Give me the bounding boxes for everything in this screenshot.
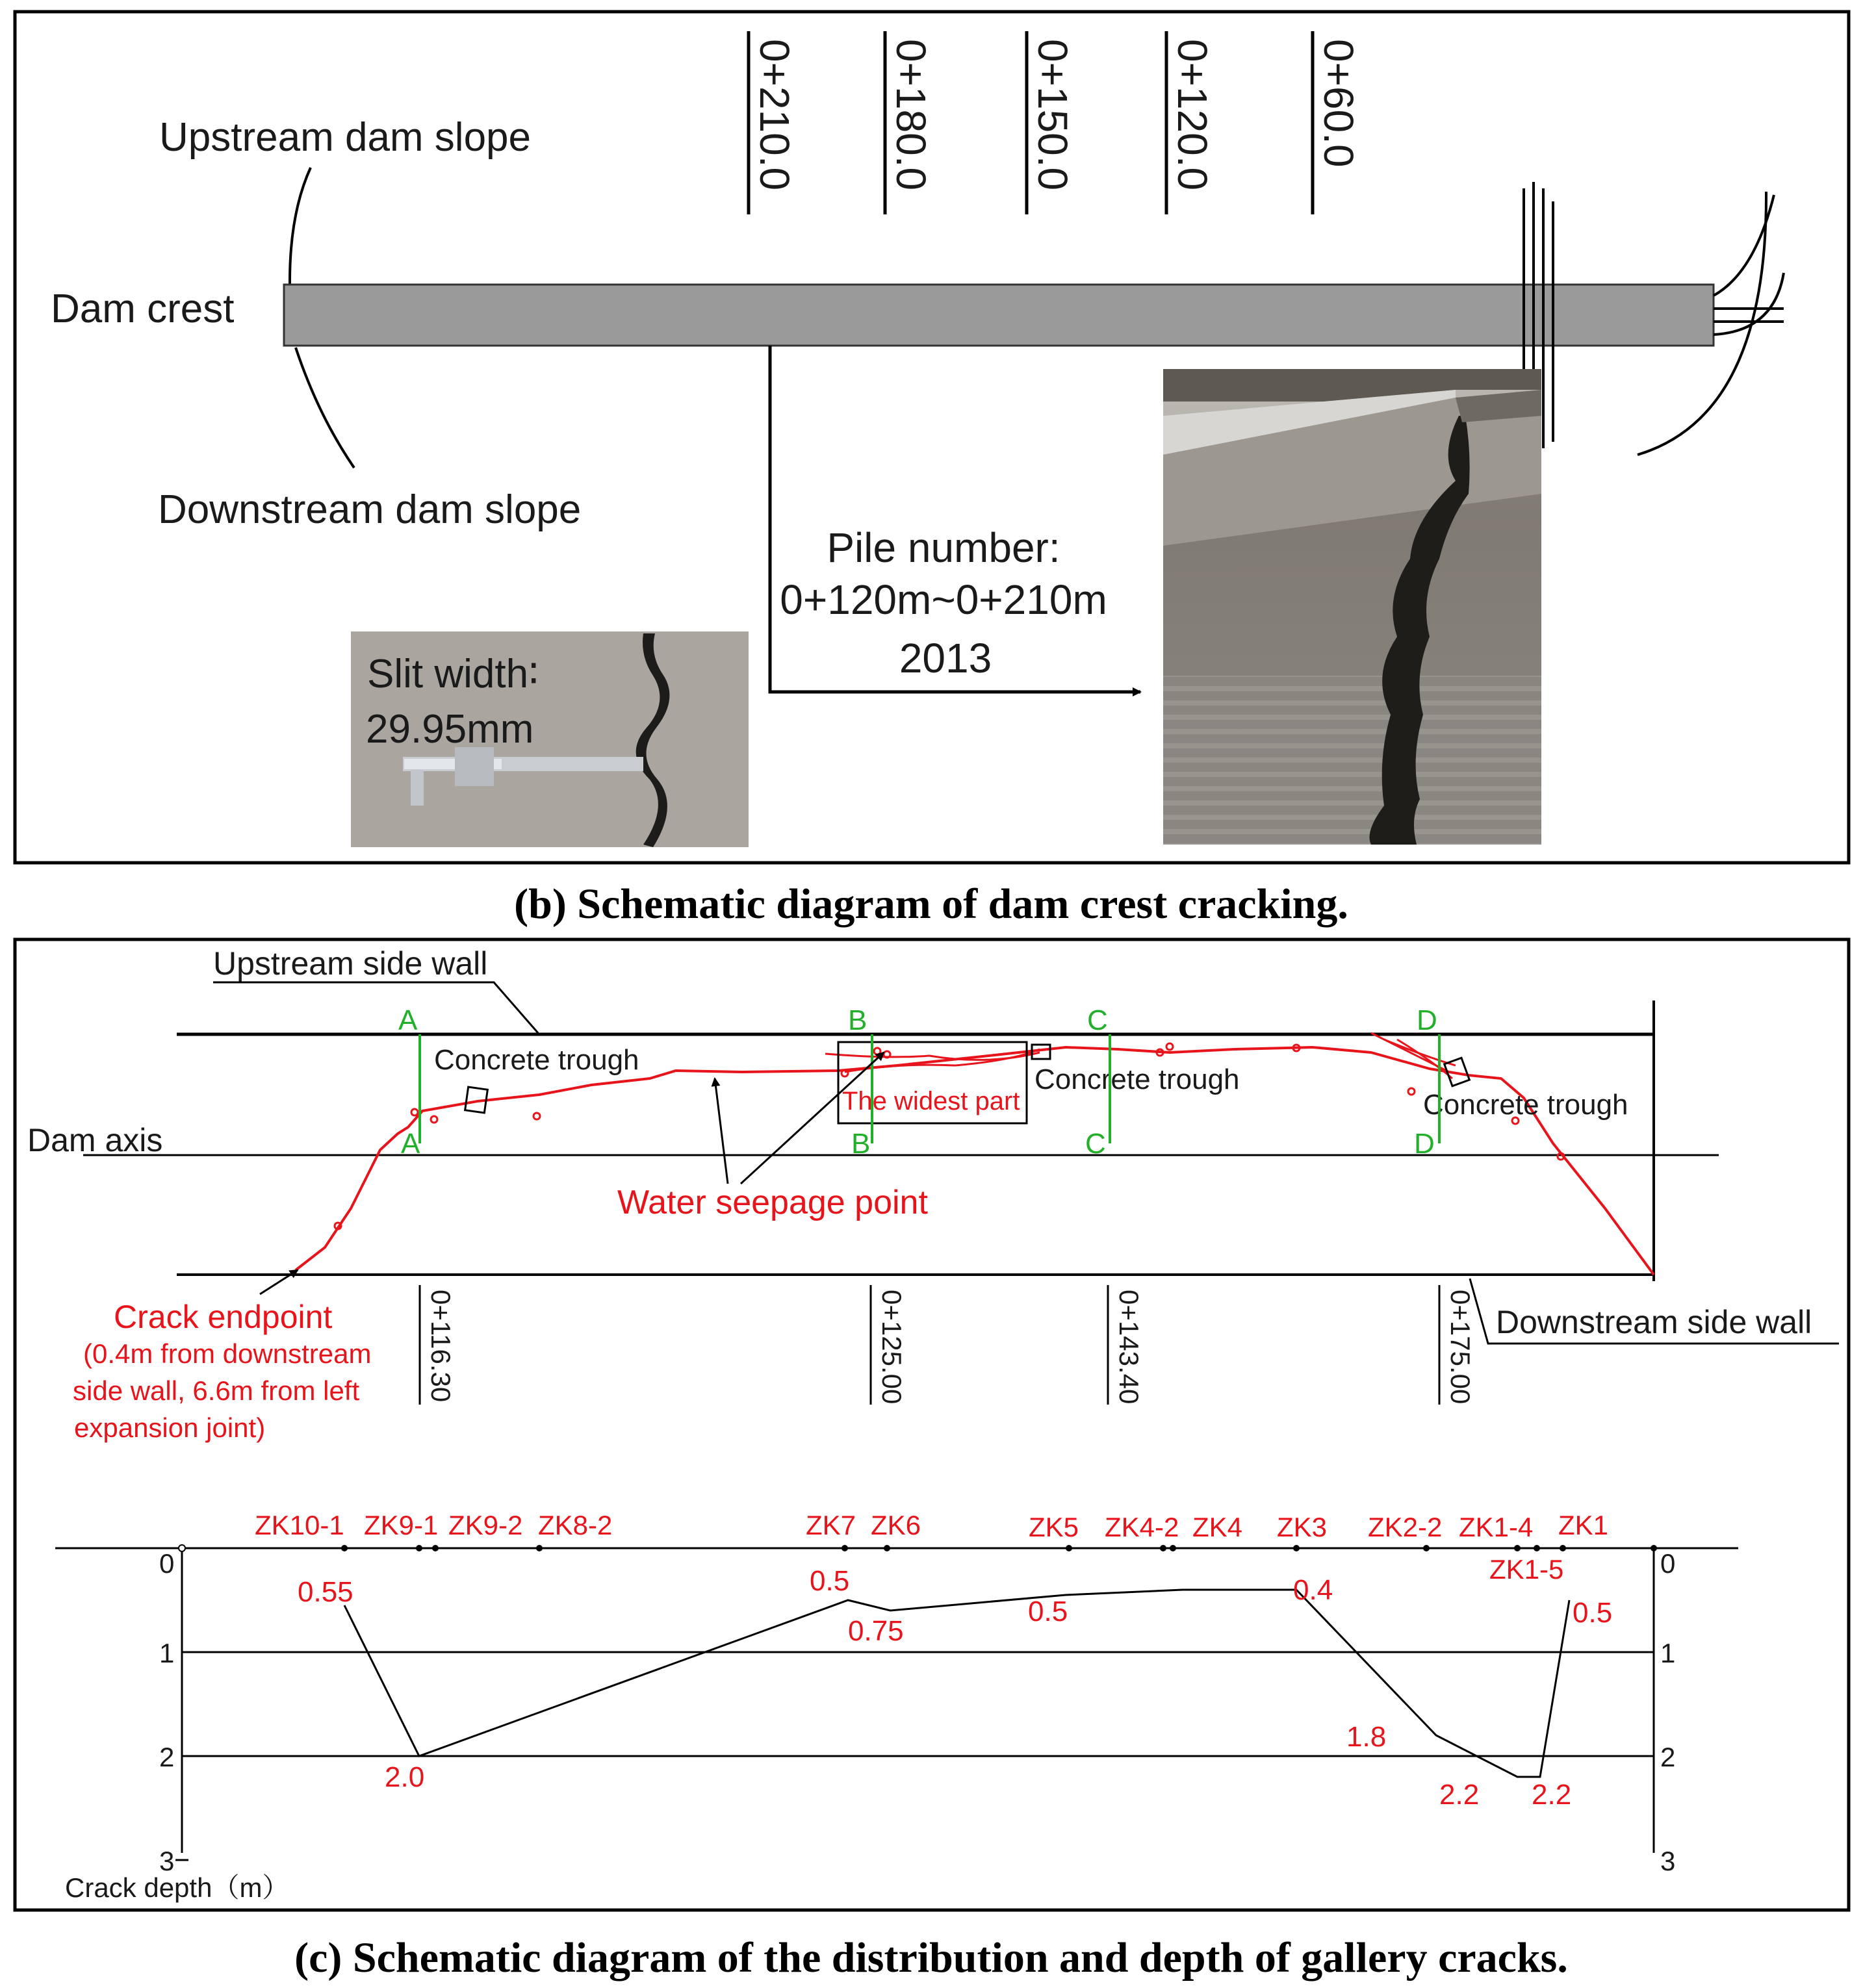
borehole-marker (1170, 1545, 1176, 1551)
depth-value-label: 2.0 (385, 1761, 425, 1793)
borehole-marker (1293, 1545, 1300, 1551)
crack-photo (1163, 369, 1541, 845)
borehole-marker (179, 1545, 185, 1551)
concrete-trough-label: Concrete trough (1423, 1089, 1628, 1121)
borehole-marker (1514, 1545, 1521, 1551)
borehole-label: ZK9-1 (364, 1510, 439, 1540)
crack-endpoint-note: side wall, 6.6m from left (73, 1375, 360, 1406)
depth-tick-label: 2 (159, 1742, 175, 1772)
borehole-label: ZK2-2 (1368, 1512, 1443, 1542)
seepage-arrow (715, 1078, 728, 1184)
station-label: 0+116.30 (426, 1290, 456, 1403)
station-label: 0+143.40 (1114, 1290, 1144, 1405)
borehole-marker (842, 1545, 848, 1551)
depth-value-label: 0.4 (1293, 1574, 1333, 1606)
section-label: D (1414, 1128, 1435, 1160)
borehole-label: ZK5 (1029, 1512, 1079, 1542)
borehole-marker (1534, 1545, 1540, 1551)
dam-axis-label: Dam axis (27, 1122, 163, 1158)
depth-value-label: 0.75 (848, 1615, 904, 1647)
section-label: A (401, 1128, 420, 1160)
borehole-label: ZK7 (806, 1510, 856, 1540)
panel-c-frame (15, 939, 1849, 1910)
upstream-wall-label: Upstream side wall (213, 945, 488, 982)
pile-label: 0+180.0 (888, 39, 934, 191)
depth-value-label: 2.2 (1439, 1779, 1480, 1811)
station-label: 0+175.00 (1445, 1290, 1476, 1405)
section-label: B (848, 1004, 867, 1036)
widest-part-label: The widest part (842, 1087, 1020, 1115)
borehole-label: ZK9-2 (448, 1510, 523, 1540)
depth-value-label: 1.8 (1346, 1721, 1387, 1753)
downstream-slope-curve (296, 348, 354, 468)
borehole-marker (1423, 1545, 1430, 1551)
upstream-slope-curve (290, 168, 311, 286)
depth-tick-label: 0 (159, 1548, 175, 1579)
borehole-marker (1066, 1545, 1072, 1551)
borehole-label: ZK10-1 (255, 1510, 344, 1540)
concrete-trough-label: Concrete trough (434, 1044, 639, 1076)
depth-chart (55, 1510, 1738, 1903)
depth-value-label: 0.5 (1028, 1596, 1068, 1627)
dam-crest-bar (284, 285, 1714, 346)
section-label: C (1085, 1128, 1106, 1160)
dam-crest-label: Dam crest (51, 287, 235, 331)
borehole-marker (432, 1545, 439, 1551)
borehole-marker (1651, 1545, 1657, 1551)
borehole-label: ZK8-2 (538, 1510, 613, 1540)
borehole-marker (536, 1545, 543, 1551)
borehole-label: ZK6 (871, 1510, 921, 1540)
downstream-wall-label: Downstream side wall (1496, 1304, 1812, 1340)
upstream-slope-label: Upstream dam slope (159, 115, 532, 160)
crack-endpoint-note: expansion joint) (74, 1412, 266, 1443)
pile-note: 0+120m~0+210m (780, 576, 1107, 623)
section-label: D (1417, 1004, 1437, 1036)
pile-markers (749, 31, 1362, 214)
pile-label: 0+60.0 (1315, 39, 1362, 168)
borehole-marker (884, 1545, 890, 1551)
depth-tick-label: 1 (159, 1638, 175, 1668)
depth-axis-title: Crack depth（m） (65, 1872, 290, 1903)
upstream-wall-leader (213, 982, 538, 1033)
pile-note: 2013 (899, 635, 992, 682)
panel-b-caption: (b) Schematic diagram of dam crest cracking. (514, 880, 1348, 928)
depth-value-label: 0.5 (810, 1565, 850, 1597)
station-markers (420, 1285, 1439, 1405)
pile-note: Pile number: (827, 524, 1060, 571)
station-label: 0+125.00 (877, 1290, 907, 1405)
section-label: A (398, 1004, 418, 1036)
depth-tick-label: 1 (1660, 1638, 1676, 1668)
crack-endpoint-note: (0.4m from downstream (83, 1338, 372, 1369)
caliper-photo (351, 631, 749, 847)
depth-value-label: 0.55 (298, 1576, 353, 1608)
water-seepage-label: Water seepage point (617, 1184, 928, 1221)
pile-label: 0+150.0 (1029, 39, 1076, 191)
borehole-label: ZK1-5 (1489, 1554, 1564, 1585)
borehole-label: ZK3 (1277, 1512, 1328, 1542)
section-label: B (851, 1128, 871, 1160)
slit-width-value: 29.95mm (366, 707, 534, 752)
borehole-marker (341, 1545, 348, 1551)
depth-tick-label: 0 (1660, 1548, 1676, 1579)
depth-tick-label: 2 (1660, 1742, 1676, 1772)
borehole-marker (1560, 1545, 1566, 1551)
depth-value-label: 0.5 (1573, 1597, 1613, 1629)
slit-width-label: Slit width∶ (367, 652, 539, 696)
depth-tick-label: 3 (159, 1846, 175, 1876)
borehole-marker (1160, 1545, 1166, 1551)
borehole-label: ZK4-2 (1105, 1512, 1179, 1542)
borehole-label: ZK4 (1192, 1512, 1243, 1542)
crack-endpoint-title: Crack endpoint (114, 1299, 333, 1335)
borehole-marker (416, 1545, 422, 1551)
pile-label: 0+210.0 (751, 39, 798, 191)
pile-label: 0+120.0 (1169, 39, 1216, 191)
downstream-slope-label: Downstream dam slope (158, 487, 582, 532)
depth-tick-label: 3 (1660, 1846, 1676, 1876)
borehole-label: ZK1-4 (1459, 1512, 1534, 1542)
depth-value-label: 2.2 (1532, 1779, 1572, 1811)
section-label: C (1087, 1004, 1108, 1036)
panel-c-caption: (c) Schematic diagram of the distribution and depth of gallery cracks. (294, 1934, 1568, 1982)
borehole-label: ZK1 (1558, 1510, 1609, 1540)
concrete-trough-label: Concrete trough (1034, 1064, 1240, 1095)
